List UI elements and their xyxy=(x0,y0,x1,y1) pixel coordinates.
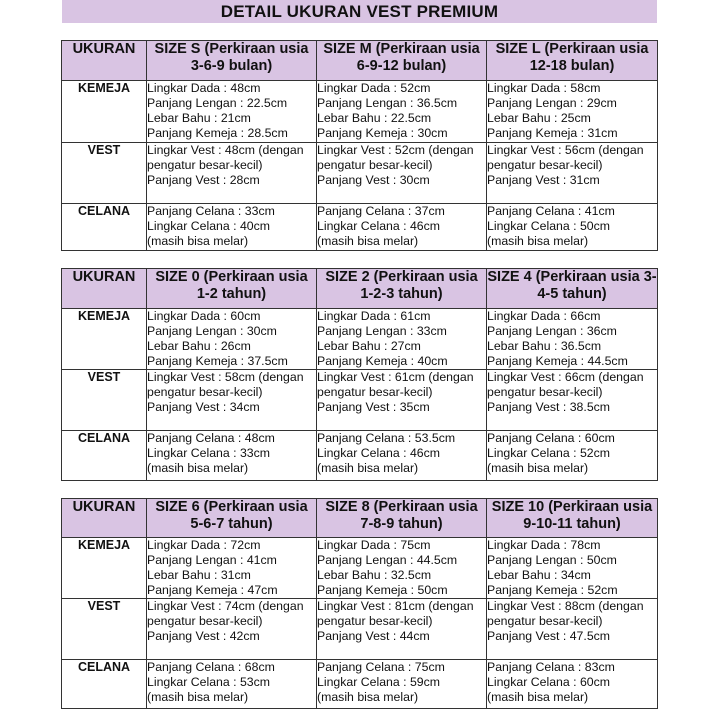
measure-line: Panjang Kemeja : 44.5cm xyxy=(487,354,628,368)
measure-line: Lingkar Dada : 48cm xyxy=(147,81,261,95)
measure-cell xyxy=(317,143,487,204)
measure-line: Lingkar Vest : 66cm (dengan pengatur besar-kecil) xyxy=(487,370,644,399)
measure-cell xyxy=(317,660,487,709)
measure-line: Panjang Lengan : 29cm xyxy=(487,96,617,110)
measure-line: Panjang Celana : 75cm xyxy=(317,660,445,674)
celana-row xyxy=(62,204,658,251)
measure-cell xyxy=(317,431,487,481)
measure-line: Lebar Bahu : 36.5cm xyxy=(487,339,602,353)
measure-cell xyxy=(147,143,317,204)
measure-cell xyxy=(487,204,658,251)
measure-line: Panjang Kemeja : 30cm xyxy=(317,126,448,140)
measure-line: Panjang Lengan : 50cm xyxy=(487,553,617,567)
size-table-2 xyxy=(61,268,658,481)
kemeja-row xyxy=(62,81,658,143)
measure-line: (masih bisa melar) xyxy=(317,234,419,248)
row-label-kemeja: KEMEJA xyxy=(62,81,147,143)
row-label-celana: CELANA xyxy=(62,660,147,709)
measure-cell xyxy=(147,660,317,709)
size-header-row xyxy=(62,269,658,309)
measure-line: Lingkar Vest : 52cm (dengan pengatur besar-kecil) xyxy=(317,143,474,172)
measure-line: Panjang Vest : 28cm xyxy=(147,173,260,187)
size-header: SIZE 6 (Perkiraan usia 5-6-7 tahun) xyxy=(147,499,317,538)
celana-row xyxy=(62,431,658,481)
measure-line: Lingkar Celana : 52cm xyxy=(487,446,611,460)
measure-cell xyxy=(317,538,487,599)
measure-line: Lingkar Vest : 61cm (dengan pengatur besar-kecil) xyxy=(317,370,474,399)
size-header: SIZE 4 (Perkiraan usia 3-4-5 tahun) xyxy=(487,269,658,309)
kemeja-row xyxy=(62,538,658,599)
celana-row xyxy=(62,660,658,709)
measure-line: Panjang Celana : 48cm xyxy=(147,431,275,445)
measure-line: Lingkar Dada : 66cm xyxy=(487,309,601,323)
measure-line: Panjang Kemeja : 37.5cm xyxy=(147,354,288,368)
measure-cell xyxy=(147,81,317,143)
row-label-vest: VEST xyxy=(62,599,147,660)
measure-cell xyxy=(317,81,487,143)
vest-row xyxy=(62,370,658,431)
size-header: SIZE 2 (Perkiraan usia 1-2-3 tahun) xyxy=(317,269,487,309)
measure-line: Panjang Kemeja : 50cm xyxy=(317,583,448,597)
measure-line: Panjang Vest : 30cm xyxy=(317,173,430,187)
measure-cell xyxy=(317,204,487,251)
measure-line: Lingkar Dada : 61cm xyxy=(317,309,431,323)
measure-cell xyxy=(147,431,317,481)
measure-line: Lingkar Celana : 60cm xyxy=(487,675,611,689)
size-header: SIZE S (Perkiraan usia 3-6-9 bulan) xyxy=(147,41,317,81)
measure-line: Lingkar Vest : 88cm (dengan pengatur besar-kecil) xyxy=(487,599,644,628)
measure-line: Panjang Celana : 37cm xyxy=(317,204,445,218)
measure-line: (masih bisa melar) xyxy=(487,690,589,704)
measure-line: Panjang Lengan : 33cm xyxy=(317,324,447,338)
measure-line: Panjang Celana : 68cm xyxy=(147,660,275,674)
measure-cell xyxy=(487,431,658,481)
measure-line: Panjang Kemeja : 31cm xyxy=(487,126,618,140)
measure-cell xyxy=(147,370,317,431)
measure-line: Lebar Bahu : 26cm xyxy=(147,339,251,353)
measure-line: Panjang Lengan : 36cm xyxy=(487,324,617,338)
row-label-vest: VEST xyxy=(62,370,147,431)
measure-line: Lingkar Celana : 46cm xyxy=(317,219,441,233)
measure-line: (masih bisa melar) xyxy=(487,234,589,248)
row-label-kemeja: KEMEJA xyxy=(62,309,147,370)
ukuran-header: UKURAN xyxy=(62,269,147,309)
measure-line: Panjang Lengan : 30cm xyxy=(147,324,277,338)
measure-cell xyxy=(317,599,487,660)
measure-cell xyxy=(147,204,317,251)
size-header: SIZE 10 (Perkiraan usia 9-10-11 tahun) xyxy=(487,499,658,538)
measure-line: Lingkar Dada : 72cm xyxy=(147,538,261,552)
measure-line: (masih bisa melar) xyxy=(317,690,419,704)
measure-cell xyxy=(487,81,658,143)
measure-cell xyxy=(487,309,658,370)
measure-line: Lingkar Vest : 58cm (dengan pengatur besar-kecil) xyxy=(147,370,304,399)
measure-line: Panjang Celana : 60cm xyxy=(487,431,615,445)
size-table-3 xyxy=(61,498,658,709)
measure-line: Lingkar Celana : 46cm xyxy=(317,446,441,460)
measure-cell xyxy=(317,309,487,370)
measure-line: Panjang Vest : 34cm xyxy=(147,400,260,414)
measure-line: Panjang Kemeja : 52cm xyxy=(487,583,618,597)
measure-line: Lingkar Dada : 78cm xyxy=(487,538,601,552)
kemeja-row xyxy=(62,309,658,370)
measure-cell xyxy=(147,309,317,370)
measure-cell xyxy=(147,538,317,599)
measure-line: Lebar Bahu : 21cm xyxy=(147,111,251,125)
measure-cell xyxy=(487,660,658,709)
row-label-kemeja: KEMEJA xyxy=(62,538,147,599)
measure-line: Lingkar Vest : 48cm (dengan pengatur besar-kecil) xyxy=(147,143,304,172)
measure-cell xyxy=(487,538,658,599)
measure-line: Panjang Vest : 44cm xyxy=(317,629,430,643)
measure-line: Lingkar Dada : 60cm xyxy=(147,309,261,323)
measure-line: Panjang Vest : 47.5cm xyxy=(487,629,611,643)
measure-line: Lebar Bahu : 31cm xyxy=(147,568,251,582)
size-header: SIZE 8 (Perkiraan usia 7-8-9 tahun) xyxy=(317,499,487,538)
measure-line: (masih bisa melar) xyxy=(317,461,419,475)
measure-line: Panjang Vest : 35cm xyxy=(317,400,430,414)
size-header-row xyxy=(62,499,658,538)
measure-line: Panjang Vest : 31cm xyxy=(487,173,600,187)
row-label-vest: VEST xyxy=(62,143,147,204)
measure-line: Lingkar Celana : 40cm xyxy=(147,219,271,233)
vest-row xyxy=(62,599,658,660)
measure-line: Panjang Kemeja : 28.5cm xyxy=(147,126,288,140)
measure-line: Lingkar Celana : 59cm xyxy=(317,675,441,689)
measure-line: Panjang Lengan : 44.5cm xyxy=(317,553,458,567)
measure-line: Lingkar Vest : 74cm (dengan pengatur besar-kecil) xyxy=(147,599,304,628)
measure-line: (masih bisa melar) xyxy=(147,234,249,248)
measure-line: Panjang Vest : 42cm xyxy=(147,629,260,643)
measure-line: Panjang Celana : 53.5cm xyxy=(317,431,456,445)
measure-line: Lingkar Vest : 56cm (dengan pengatur besar-kecil) xyxy=(487,143,644,172)
measure-line: (masih bisa melar) xyxy=(147,461,249,475)
size-header: SIZE M (Perkiraan usia 6-9-12 bulan) xyxy=(317,41,487,81)
measure-line: (masih bisa melar) xyxy=(487,461,589,475)
measure-line: Lebar Bahu : 25cm xyxy=(487,111,591,125)
measure-line: Lingkar Dada : 58cm xyxy=(487,81,601,95)
measure-line: Lebar Bahu : 32.5cm xyxy=(317,568,432,582)
measure-line: Panjang Vest : 38.5cm xyxy=(487,400,611,414)
ukuran-header: UKURAN xyxy=(62,41,147,81)
measure-cell xyxy=(487,370,658,431)
measure-cell xyxy=(317,370,487,431)
ukuran-header: UKURAN xyxy=(62,499,147,538)
vest-row xyxy=(62,143,658,204)
size-header: SIZE L (Perkiraan usia 12-18 bulan) xyxy=(487,41,658,81)
measure-line: Lingkar Celana : 53cm xyxy=(147,675,271,689)
measure-line: Lingkar Celana : 33cm xyxy=(147,446,271,460)
measure-cell xyxy=(487,599,658,660)
measure-line: Lebar Bahu : 22.5cm xyxy=(317,111,432,125)
measure-line: Panjang Lengan : 36.5cm xyxy=(317,96,458,110)
measure-line: Panjang Lengan : 22.5cm xyxy=(147,96,288,110)
measure-line: Lebar Bahu : 34cm xyxy=(487,568,591,582)
measure-line: Panjang Celana : 41cm xyxy=(487,204,615,218)
measure-cell xyxy=(487,143,658,204)
measure-line: Lingkar Dada : 75cm xyxy=(317,538,431,552)
measure-line: Panjang Celana : 33cm xyxy=(147,204,275,218)
size-header-row xyxy=(62,41,658,81)
measure-line: Panjang Celana : 83cm xyxy=(487,660,615,674)
measure-line: Lingkar Dada : 52cm xyxy=(317,81,431,95)
row-label-celana: CELANA xyxy=(62,431,147,481)
measure-line: Panjang Kemeja : 40cm xyxy=(317,354,448,368)
measure-cell xyxy=(147,599,317,660)
row-label-celana: CELANA xyxy=(62,204,147,251)
size-table-1 xyxy=(61,40,658,251)
size-header: SIZE 0 (Perkiraan usia 1-2 tahun) xyxy=(147,269,317,309)
measure-line: Panjang Lengan : 41cm xyxy=(147,553,277,567)
measure-line: (masih bisa melar) xyxy=(147,690,249,704)
page-title: DETAIL UKURAN VEST PREMIUM xyxy=(62,0,657,23)
measure-line: Lebar Bahu : 27cm xyxy=(317,339,421,353)
measure-line: Panjang Kemeja : 47cm xyxy=(147,583,278,597)
measure-line: Lingkar Vest : 81cm (dengan pengatur besar-kecil) xyxy=(317,599,474,628)
measure-line: Lingkar Celana : 50cm xyxy=(487,219,611,233)
